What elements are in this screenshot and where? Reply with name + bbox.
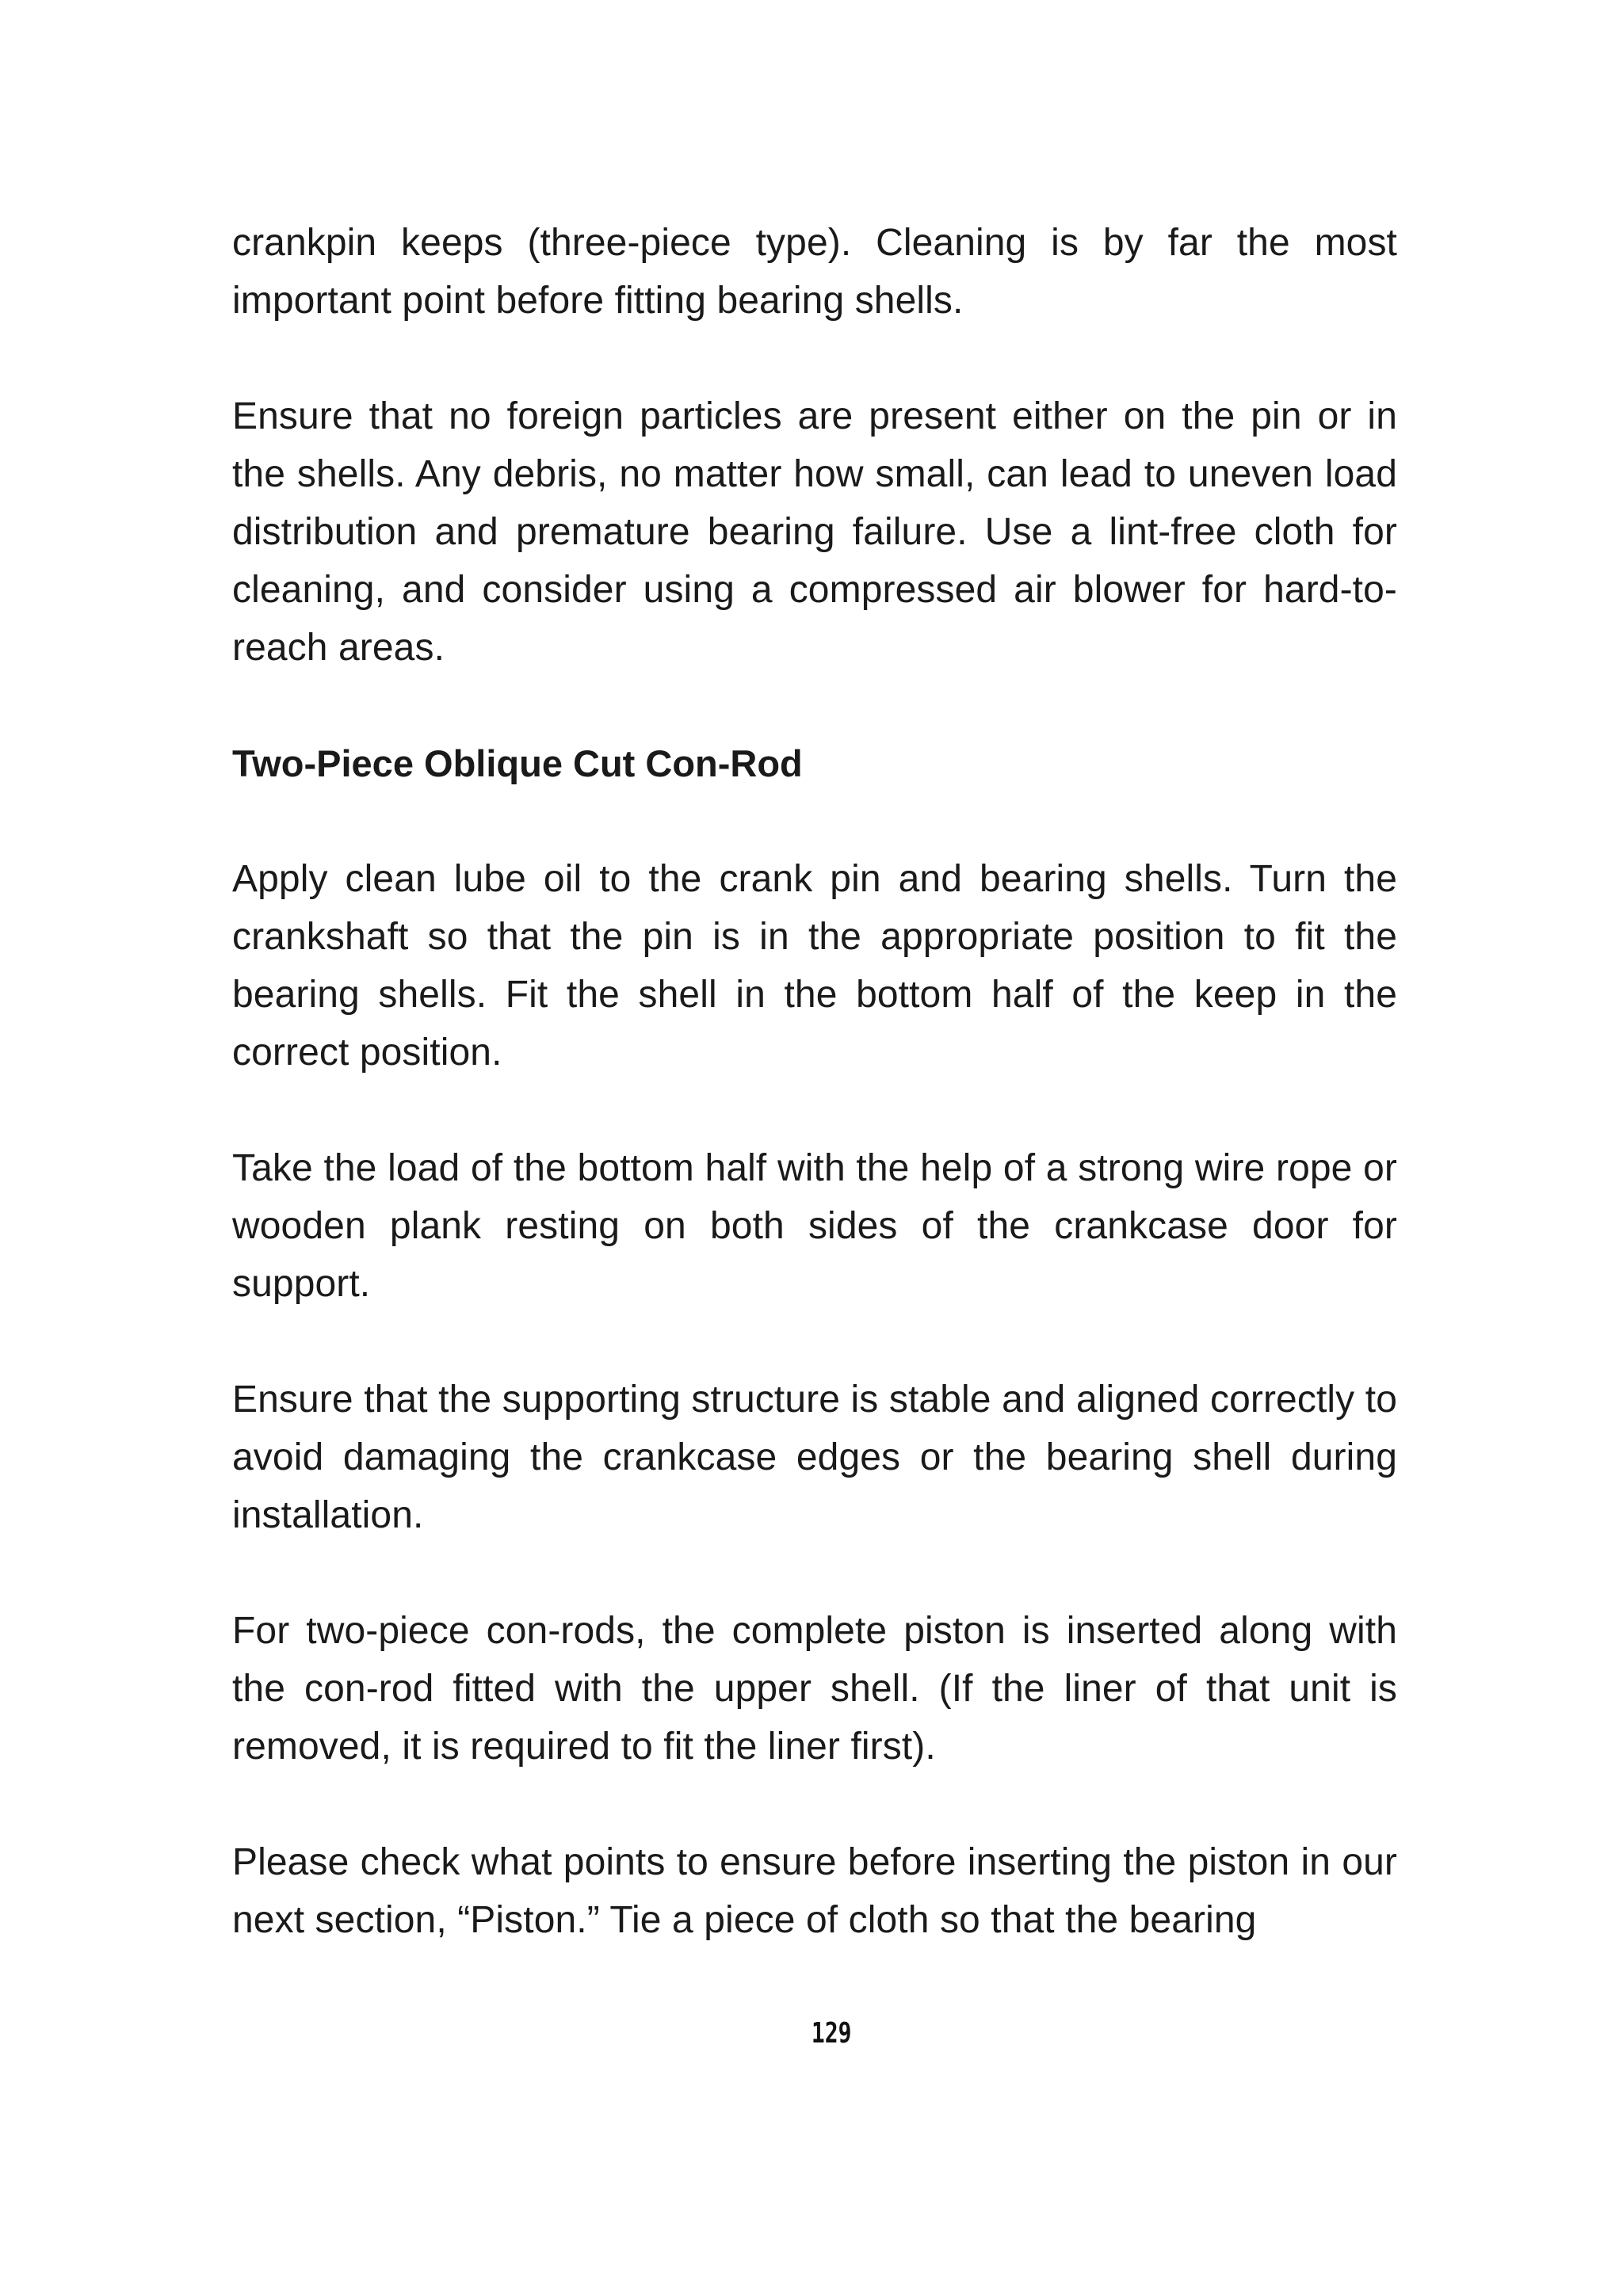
page-number: 129 <box>811 2017 852 2050</box>
paragraph-foreign-particles: Ensure that no foreign particles are present either on the pin or in the shells. Any debris, no matter how small, can lead to uneven load distribution and premature bearing failure. Use a lint-free cloth for cleaning, and consider using a compressed air blower for hard-to-reach areas. <box>232 395 1397 669</box>
page-body <box>232 214 1397 2007</box>
paragraph-support-structure: Ensure that the supporting structure is stable and aligned correctly to avoid damaging the crankcase edges or the bearing shell during installation. <box>232 1379 1397 1536</box>
paragraph-apply-lube-oil: Apply clean lube oil to the crank pin and bearing shells. Turn the crankshaft so that the pin is in the appropriate position to fit the bearing shells. Fit the shell in the bottom half of the keep in the correct position. <box>232 858 1397 1074</box>
paragraph-cleaning-intro: crankpin keeps (three-piece type). Cleaning is by far the most important point before fitting bearing shells. <box>232 222 1397 322</box>
paragraph-two-piece-con-rods: For two-piece con-rods, the complete piston is inserted along with the con-rod fitted with the upper shell. (If the liner of that unit is removed, it is required to fit the liner first). <box>232 1610 1397 1768</box>
section-heading: Two-Piece Oblique Cut Con-Rod <box>232 742 803 784</box>
paragraph-check-points: Please check what points to ensure before inserting the piston in our next section, “Piston.” Tie a piece of cloth so that the bearing <box>232 1841 1397 1941</box>
paragraph-take-load: Take the load of the bottom half with the help of a strong wire rope or wooden plank resting on both sides of the crankcase door for support. <box>232 1147 1397 1305</box>
